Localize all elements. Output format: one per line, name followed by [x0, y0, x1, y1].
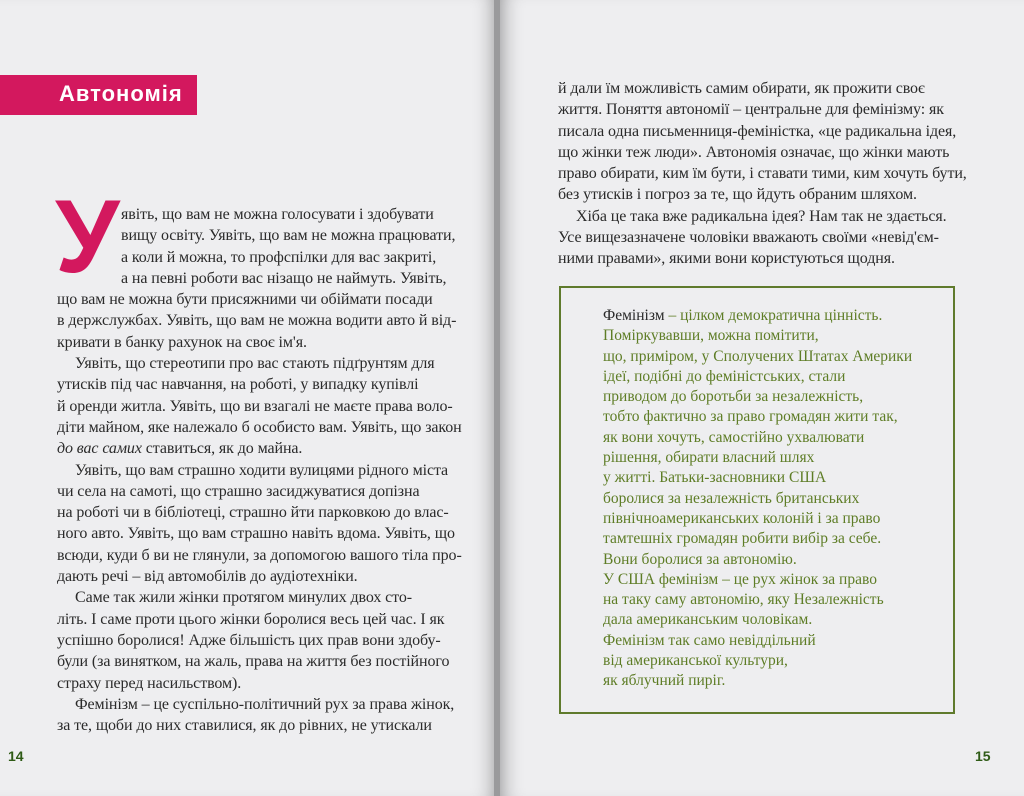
sidebar-line: Поміркувавши, можна помітити, [603, 327, 819, 345]
sidebar-line: як вони хочуть, самостійно ухвалювати [603, 428, 865, 446]
left-line: чи села на самоті, що страшно засиджуватися допізна [57, 482, 420, 500]
left-line: кривати в банку рахунок на своє ім'я. [57, 333, 307, 351]
left-line: страху перед насильством). [57, 674, 242, 692]
left-line: а коли й можна, то профспілки для вас закриті, [121, 248, 437, 266]
chapter-banner [0, 75, 197, 115]
left-line: й оренди житла. Уявіть, що ви взагалі не маєте права воло- [57, 397, 453, 415]
right-line: що жінки теж люди». Автономія означає, що жінки мають [558, 143, 950, 161]
left-line: ного авто. Уявіть, що вам страшно навіть вдома. Уявіть, що [57, 525, 455, 543]
left-line: успішно боролися! Адже більшість цих прав вони здобу- [57, 631, 441, 649]
left-body-text [57, 204, 462, 736]
sidebar-line: від американської культури, [603, 652, 788, 670]
sidebar-line: тобто фактично за право громадян жити так, [603, 408, 898, 426]
left-line: всюди, куди б ви не глянули, за допомогою вашого тіла про- [57, 546, 462, 564]
sidebar-line: Вони боролися за автономію. [603, 550, 797, 568]
right-line: без утисків і погроз за те, що йдуть обраним шляхом. [558, 186, 917, 204]
sidebar-line: рішення, обирати власний шлях [603, 449, 815, 467]
left-line: Уявіть, що вам страшно ходити вулицями рідного міста [75, 461, 449, 479]
sidebar-line: У США фемінізм – це рух жінок за право [603, 570, 877, 588]
drop-cap: У [55, 179, 120, 295]
right-line: Хіба це така вже радикальна ідея? Нам так не здається. [576, 207, 947, 225]
chapter-title: Автономія [59, 81, 183, 106]
sidebar-line: тамтешніх громадян робити вибір за себе. [603, 530, 882, 548]
sidebar-line: Фемінізм так само невіддільний [603, 631, 816, 649]
right-body-text [558, 78, 967, 270]
sidebar-box [559, 286, 955, 714]
left-line: Фемінізм – це суспільно-політичний рух за права жінок, [75, 695, 455, 713]
sidebar-line: у житті. Батьки-засновники США [603, 469, 827, 487]
right-line: й дали їм можливість самим обирати, як прожити своє [558, 80, 925, 97]
right-line: право обирати, ким їм бути, і ставати тими, ким хочуть бути, [558, 165, 967, 183]
sidebar-line: на таку саму автономію, яку Незалежність [603, 591, 884, 609]
left-line: за те, щоби до них ставилися, як до рівних, не утискали [57, 717, 432, 735]
left-line [57, 438, 453, 459]
left-line: Саме так жили жінки протягом минулих двох сто- [75, 589, 412, 607]
sidebar-line: дала американським чоловікам. [603, 611, 813, 629]
right-line: писала одна письменниця-феміністка, «це радикальна ідея, [558, 122, 957, 140]
left-line: були (за винятком, на жаль, права на життя без постійного [57, 653, 450, 671]
left-line: Уявіть, що стереотипи про вас стають підґрунтям для [75, 355, 435, 373]
right-line: Усе вищезазначене чоловіки вважають своїми «невід'єм- [558, 229, 939, 247]
sidebar-line: боролися за незалежність британських [603, 489, 860, 507]
left-line: явіть, що вам не можна голосувати і здобувати [121, 206, 434, 223]
right-line: ними правами», якими вони користуються щодня. [558, 250, 895, 268]
left-line: утисків під час навчання, на роботі, у випадку купівлі [57, 376, 419, 394]
line-text: ставиться, як до майна. [145, 440, 303, 458]
right-line: життя. Поняття автономії – центральне для фемінізму: як [558, 101, 944, 119]
sidebar-first-line [603, 306, 912, 326]
left-line: на роботі чи в бібліотеці, страшно йти парковкою до влас- [57, 504, 449, 522]
page-number-left: 14 [8, 748, 24, 764]
left-line: дають речі – від автомобілів до аудіотехніки. [57, 568, 358, 586]
sidebar-first-line-rest: – цілком демократична цінність. [664, 307, 883, 324]
left-line: а на певні роботи вас нізащо не наймуть. Уявіть, [121, 269, 447, 287]
left-line: що вам не можна бути присяжними чи обіймати посади [57, 291, 433, 309]
sidebar-text [603, 306, 912, 692]
sidebar-term: Фемінізм [603, 307, 665, 324]
left-line: діти майном, яке належало б особисто вам. Уявіть, що закон [57, 418, 462, 436]
left-line: вищу освіту. Уявіть, що вам не можна працювати, [121, 227, 456, 245]
left-line: літь. І саме проти цього жінки боролися весь цей час. І як [57, 610, 445, 628]
sidebar-line: північноамериканських колоній і за право [603, 509, 881, 527]
sidebar-line: як яблучний пиріг. [603, 672, 726, 690]
left-line: в держслужбах. Уявіть, що вам не можна водити авто й від- [57, 312, 457, 330]
sidebar-line: ідеї, подібні до феміністських, стали [603, 367, 846, 385]
page-number-right: 15 [975, 748, 991, 764]
sidebar-line: приводом до боротьби за незалежність, [603, 388, 864, 406]
emphasis-text: до вас самих [57, 440, 142, 458]
left-page [0, 0, 496, 796]
sidebar-line: що, приміром, у Сполучених Штатах Америки [603, 347, 913, 365]
